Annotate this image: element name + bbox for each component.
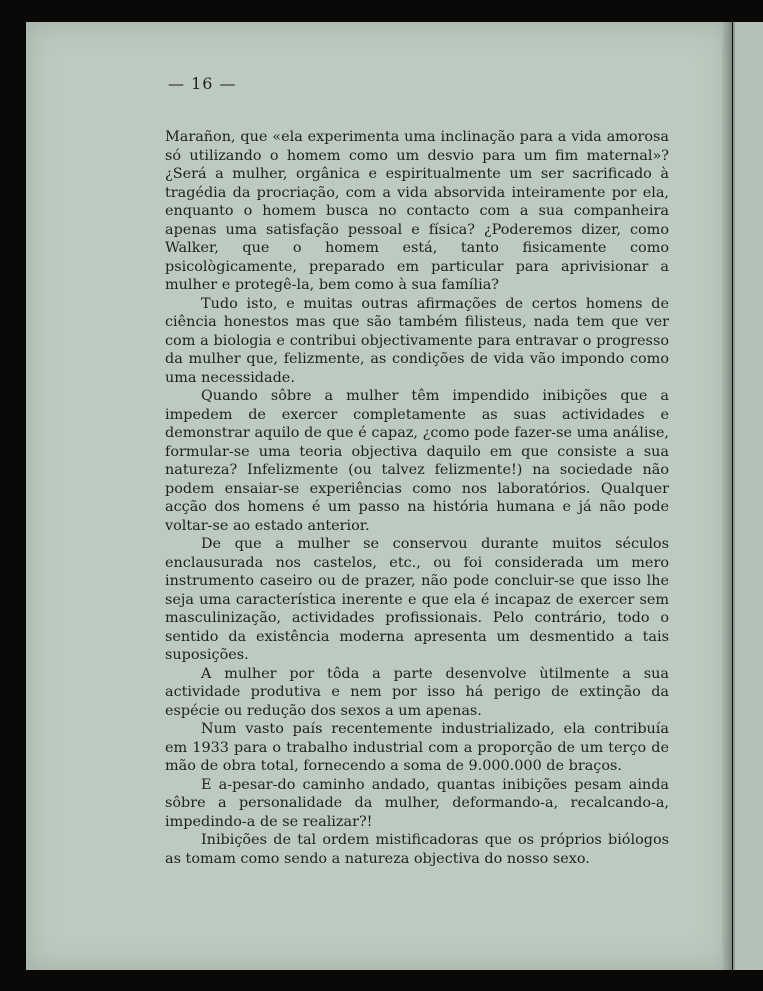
paragraph-1: Marañon, que «ela experimenta uma inclinação para a vida amorosa só utilizando o homem como um desvio para um fim maternal»? ¿Será a mulher, orgânica e espiritualmente um ser sacrificado à tragédia da procriação, com a vida absorvida inteiramente por ela, enquanto o homem busca no contacto com a sua companheira apenas uma satisfação pessoal e física? ¿Poderemos dizer, como Walker, que o homem está, tanto fisicamente como psicològicamente, preparado em particular para aprivisionar a mulher e protegê-la, bem como à sua família?: [165, 129, 669, 293]
adjacent-page-edge: [733, 22, 763, 970]
paragraph-8: Inibições de tal ordem mistificadoras que os próprios biólogos as tomam como sendo a natureza objectiva do nosso sexo.: [165, 832, 669, 867]
paragraph-3: Quando sôbre a mulher têm impendido inibições que a impedem de exercer completamente as suas actividades e demonstrar aquilo de que é capaz, ¿como pode fazer-se uma análise, formular-se uma teoria objectiva daquilo em que consiste a sua natureza? Infelizmente (ou talvez felizmente!) na sociedade não podem ensaiar-se experiências como nos laboratórios. Qualquer acção dos homens é um passo na história humana e já não pode voltar-se ao estado anterior.: [165, 388, 669, 534]
paragraph-5: A mulher por tôda a parte desenvolve ùtilmente a sua actividade produtiva e nem por isso há perigo de extinção da espécie ou redução dos sexos a um apenas.: [165, 665, 669, 719]
page-gutter: [722, 22, 732, 970]
paragraph-2: Tudo isto, e muitas outras afirmações de certos homens de ciência honestos mas que são também filisteus, nada tem que ver com a biologia e contribui objectivamente para entravar o progresso da mulher que, felizmente, as condições de vida vão impondo como uma necessidade.: [165, 295, 669, 386]
paragraph-7: E a-pesar-do caminho andado, quantas inibições pesam ainda sôbre a personalidade da mulher, deformando-a, recalcando-a, impedindo-a de se realizar?!: [165, 776, 669, 830]
page-number: — 16 —: [168, 74, 237, 93]
paragraph-4: De que a mulher se conservou durante muitos séculos enclausurada nos castelos, etc., ou foi considerada um mero instrumento caseiro ou de prazer, não pode concluir-se que isso lhe seja uma característica inerente e que ela é incapaz de exercer sem masculinização, actividades profissionais. Pelo contrário, todo o sentido da existência moderna apresenta um desmentido a tais suposições.: [165, 536, 669, 663]
paragraph-6: Num vasto país recentemente industrializado, ela contribuía em 1933 para o trabalho industrial com a proporção de um terço de mão de obra total, fornecendo a soma de 9.000.000 de braços.: [165, 721, 669, 774]
body-text: [165, 128, 669, 868]
